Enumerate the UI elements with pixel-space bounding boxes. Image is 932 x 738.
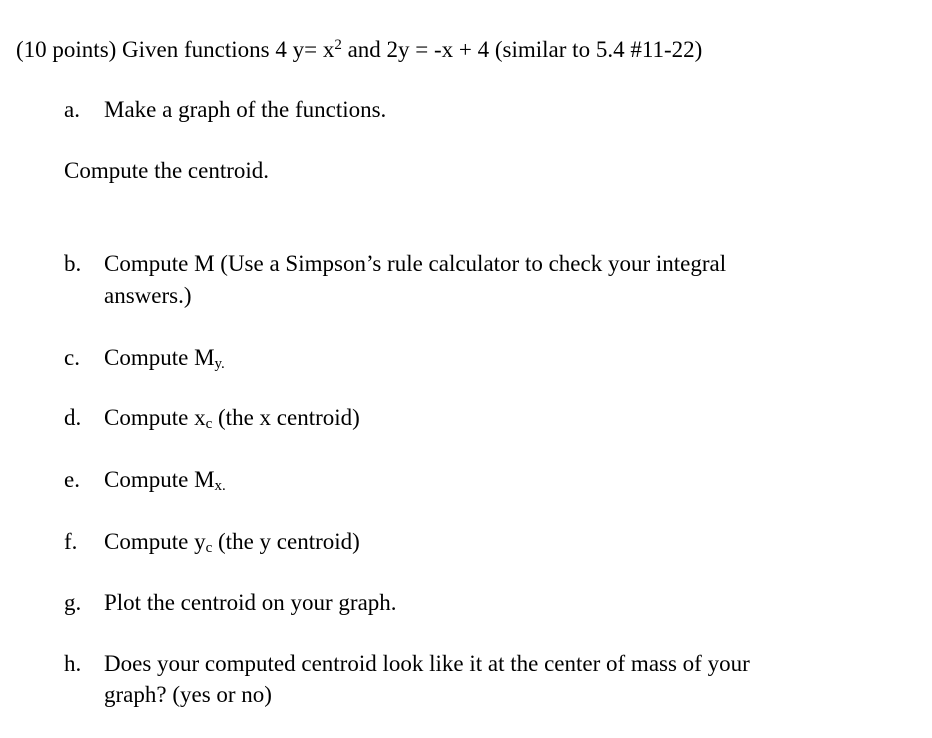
item-f-post: (the y centroid)	[212, 529, 360, 554]
item-b-line2: answers.)	[104, 283, 192, 308]
item-e-text	[104, 465, 226, 495]
heading-exponent: 2	[334, 37, 342, 53]
item-d-pre: Compute x	[104, 405, 206, 430]
item-e-main: Compute M	[104, 467, 215, 492]
item-c-text	[104, 343, 225, 373]
item-e-marker: e.	[64, 467, 80, 492]
item-h-line2: graph? (yes or no)	[104, 682, 272, 707]
item-e-subscript: x.	[214, 478, 226, 494]
item-d-marker: d.	[64, 405, 82, 430]
problem-heading	[16, 35, 702, 65]
item-a-text: Make a graph of the functions.	[104, 97, 387, 122]
item-h-marker: h.	[64, 651, 82, 676]
item-d-text	[104, 403, 360, 433]
centroid-note: Compute the centroid.	[64, 158, 270, 183]
item-c-marker: c.	[64, 345, 80, 370]
item-g-marker: g.	[64, 590, 82, 615]
item-d-subscript: c	[205, 416, 213, 432]
item-f-pre: Compute y	[104, 529, 206, 554]
item-c-subscript: y.	[214, 356, 225, 372]
heading-prefix: (10 points) Given functions 4 y= x	[16, 37, 335, 62]
item-f-text	[104, 527, 360, 557]
heading-suffix: and 2y = -x + 4 (similar to 5.4 #11-22)	[341, 37, 703, 62]
item-h-line1: Does your computed centroid look like it at the center of mass of your	[104, 651, 750, 676]
item-b-line1: Compute M (Use a Simpson’s rule calculator to check your integral	[104, 251, 727, 276]
item-b-marker: b.	[64, 251, 82, 276]
item-c-main: Compute M	[104, 345, 215, 370]
item-g-text: Plot the centroid on your graph.	[104, 590, 397, 615]
item-f-subscript: c	[205, 540, 213, 556]
item-d-post: (the x centroid)	[212, 405, 360, 430]
item-a-marker: a.	[64, 97, 80, 122]
item-f-marker: f.	[64, 529, 78, 554]
